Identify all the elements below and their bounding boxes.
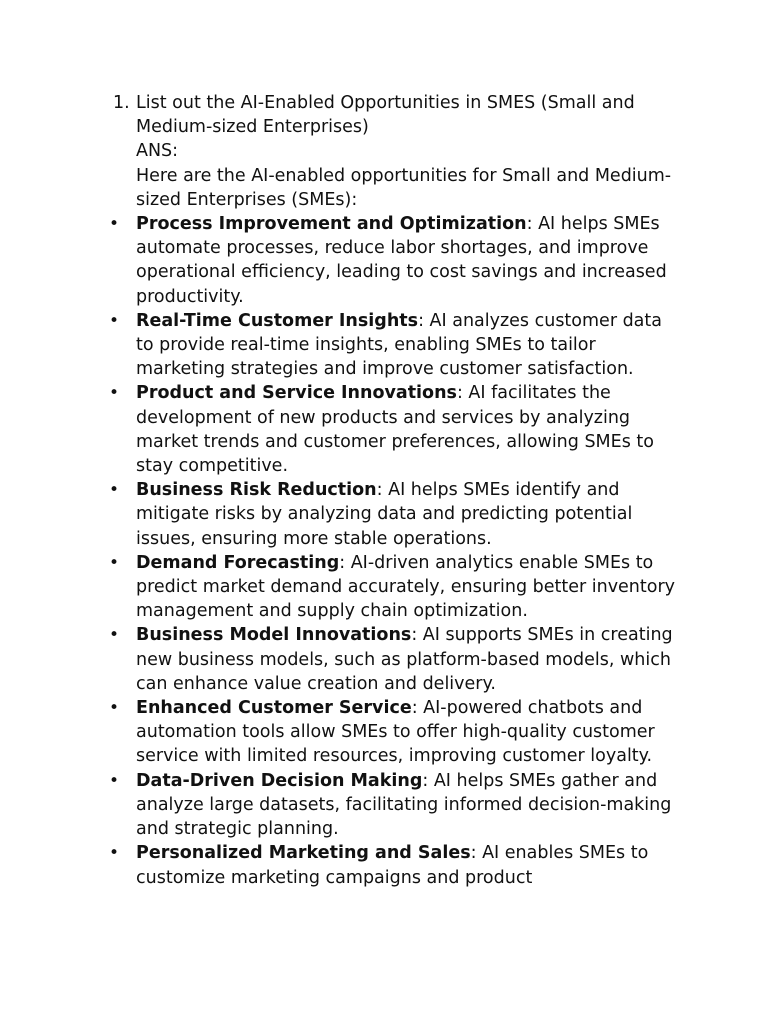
item-title: Enhanced Customer Service (136, 698, 412, 719)
list-item (108, 212, 678, 309)
item-text: : AI analyzes customer data to provide real-time insights, enabling SMEs to tailor marketing strategies and improve customer satisfaction. (136, 310, 662, 380)
bullet-icon: • (109, 480, 120, 501)
item-title: Business Model Innovations (136, 625, 412, 646)
bullet-icon: • (109, 625, 120, 646)
document-body (108, 91, 678, 890)
list-item (108, 478, 678, 551)
item-title: Business Risk Reduction (136, 480, 377, 501)
list-item (108, 309, 678, 382)
item-title: Personalized Marketing and Sales (136, 843, 471, 864)
list-item (108, 551, 678, 624)
list-item (108, 769, 678, 842)
item-title: Product and Service Innovations (136, 383, 457, 404)
question-text: List out the AI-Enabled Opportunities in SMES (Small and Medium-sized Enterprises) (136, 93, 635, 138)
answer-label: ANS: (136, 141, 179, 162)
list-item (108, 696, 678, 769)
item-text: : AI helps SMEs automate processes, reduce labor shortages, and improve operational efficiency, leading to cost savings and increased productivity. (136, 214, 667, 307)
bullet-icon: • (109, 214, 120, 235)
opportunity-list (108, 212, 678, 890)
question-block (108, 91, 678, 212)
list-item (108, 623, 678, 696)
answer-intro: Here are the AI-enabled opportunities for Small and Medium-sized Enterprises (SMEs): (136, 165, 672, 210)
bullet-icon: • (109, 383, 120, 404)
item-text: : AI helps SMEs gather and analyze large datasets, facilitating informed decision-making and strategic planning. (136, 770, 672, 840)
bullet-icon: • (109, 310, 120, 331)
list-item (108, 381, 678, 478)
list-item (108, 841, 678, 889)
bullet-icon: • (109, 843, 120, 864)
item-text: : AI supports SMEs in creating new business models, such as platform-based models, which can enhance value creation and delivery. (136, 625, 673, 694)
bullet-icon: • (109, 770, 120, 791)
item-text: : AI facilitates the development of new products and services by analyzing market trends and customer preferences, allowing SMEs to stay competitive. (136, 383, 654, 477)
item-title: Data-Driven Decision Making (136, 770, 423, 791)
item-title: Demand Forecasting (136, 552, 340, 573)
bullet-icon: • (109, 552, 120, 573)
item-text: : AI-powered chatbots and automation tools allow SMEs to offer high-quality customer service with limited resources, improving customer loyalty. (136, 698, 655, 767)
bullet-icon: • (109, 698, 120, 719)
item-text: : AI enables SMEs to customize marketing campaigns and product (136, 843, 649, 888)
question-number: 1. (113, 93, 130, 113)
item-title: Real-Time Customer Insights (136, 310, 419, 331)
item-text: : AI-driven analytics enable SMEs to predict market demand accurately, ensuring better inventory management and supply chain optimization. (136, 552, 676, 622)
item-text: : AI helps SMEs identify and mitigate risks by analyzing data and predicting potential issues, ensuring more stable operations. (136, 480, 633, 549)
item-title: Process Improvement and Optimization (136, 214, 527, 235)
